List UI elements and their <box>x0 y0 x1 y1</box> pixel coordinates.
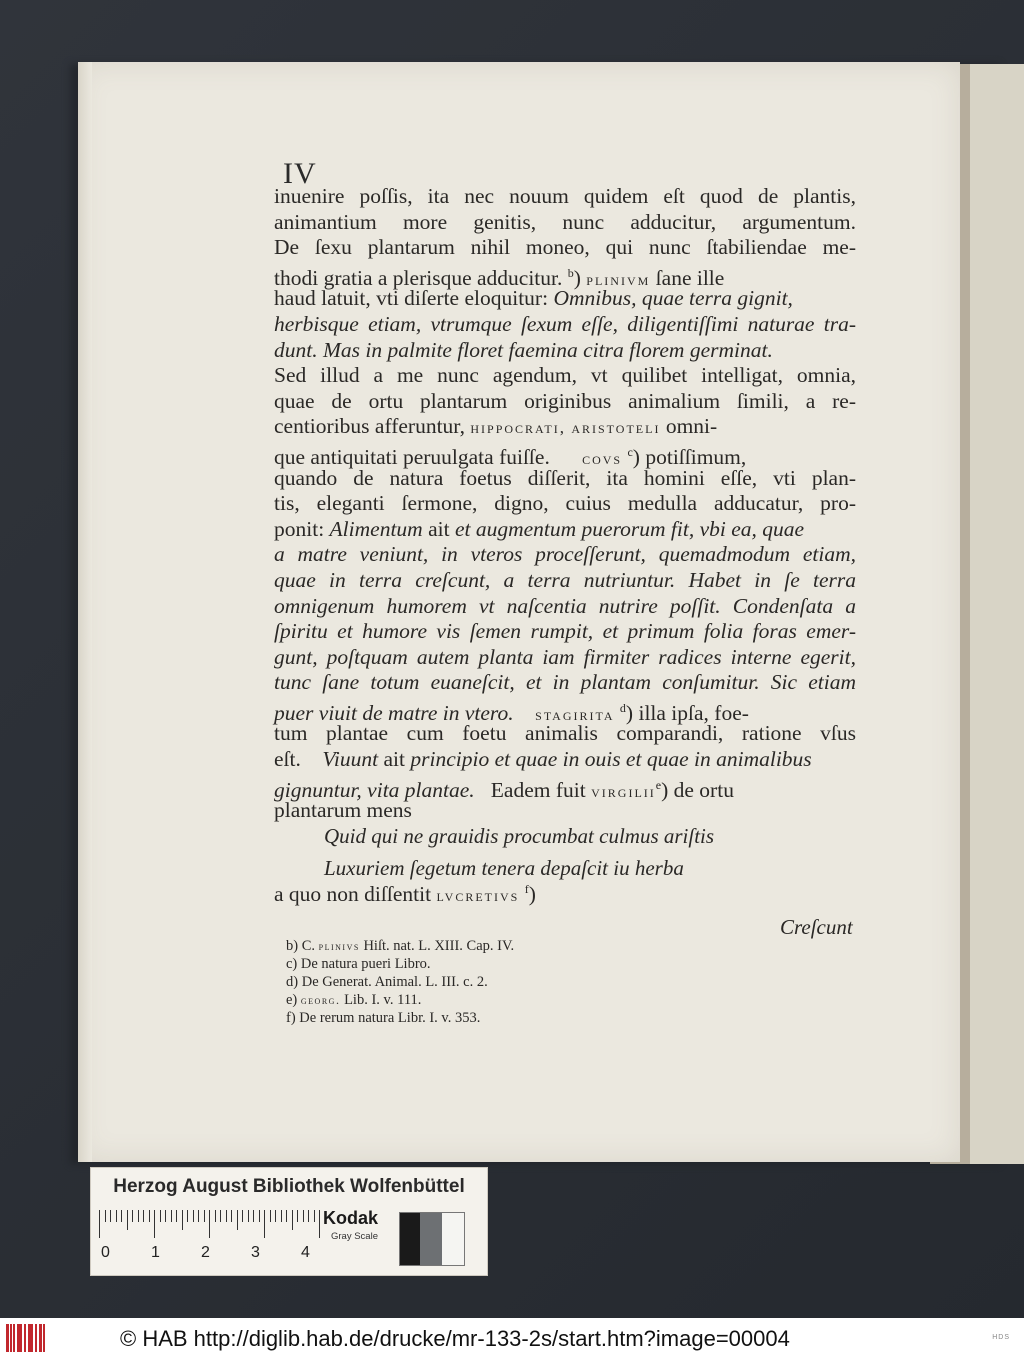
ruler-number: 1 <box>151 1244 160 1261</box>
name-aristoteles: aristoteli <box>571 418 661 438</box>
ruler-tick <box>275 1210 276 1222</box>
text-span: centioribus afferuntur, <box>274 414 465 439</box>
text-span: ponit: <box>274 516 325 541</box>
ruler-number: 0 <box>101 1244 110 1261</box>
ruler-tick <box>171 1210 172 1222</box>
copyright-url: © HAB http://diglib.hab.de/drucke/mr-133-2s/start.htm?image=00004 <box>120 1326 790 1351</box>
logo-bar <box>24 1324 26 1352</box>
white-patch <box>442 1213 464 1265</box>
text-line: herbisque etiam, vtrumque ſexum eſſe, diligentiſſimi naturae tra- <box>274 311 856 336</box>
name-cous: covs <box>582 449 623 469</box>
ruler-tick <box>154 1210 155 1238</box>
text-line: que antiquitati peruulgata fuiſſe. covs $^c$) potiſſimum, <box>274 444 747 470</box>
ruler-tick <box>127 1210 128 1230</box>
gray-scale-label: Gray Scale <box>331 1231 378 1242</box>
footnote-name: georg. <box>300 993 341 1007</box>
ruler-tick <box>182 1210 183 1230</box>
ruler-tick <box>220 1210 221 1222</box>
footnote-text: De Generat. Animal. L. III. c. 2. <box>301 974 488 990</box>
text-span: ait <box>383 747 405 772</box>
ruler-tick <box>226 1210 227 1222</box>
text-span: omni- <box>665 414 718 439</box>
text-line <box>274 414 856 440</box>
ruler-tick <box>303 1210 304 1222</box>
text-line: animantium more genitis, nunc adducitur, argumentum. <box>274 209 856 234</box>
page-number: IV <box>283 157 317 190</box>
text-span: eſt. <box>274 747 301 772</box>
text-line <box>274 286 856 312</box>
ruler-tick <box>138 1210 139 1222</box>
footnotes <box>286 937 514 1027</box>
footnote-label: d) <box>286 974 299 990</box>
ruler-tick <box>105 1210 106 1222</box>
text-line <box>274 517 856 543</box>
text-line: gignuntur, vita plantae. Eadem fuit virgilii$^e$) de ortu <box>274 777 734 802</box>
text-line: tum plantae cum foetu animalis comparandi, ratione vſus <box>274 721 856 746</box>
kodak-logo: Kodak <box>323 1208 379 1228</box>
library-color-card <box>90 1167 488 1276</box>
logo-bar <box>35 1324 37 1352</box>
footnote <box>286 973 514 991</box>
ruler-tick <box>116 1210 117 1222</box>
black-patch <box>400 1213 420 1265</box>
logo-bar <box>43 1324 45 1352</box>
text-line: ſpiritu et humore vis ſemen rumpit, et primum folia foras emer- <box>274 619 856 644</box>
text-span: Eadem fuit <box>490 777 586 802</box>
gray-scale-patches <box>399 1212 465 1266</box>
quote-span: Alimentum <box>329 516 423 541</box>
ruler-tick <box>248 1210 249 1222</box>
text-span: haud latuit, vti diſerte eloquitur: <box>274 286 549 311</box>
footnote-mark: c <box>627 444 633 459</box>
footnote <box>286 955 514 973</box>
text-line: thodi gratia a plerisque adducitur. $^b$) plinivm ſane ille <box>274 265 725 290</box>
ruler-number: 3 <box>251 1244 260 1261</box>
ruler-tick <box>231 1210 232 1222</box>
quote-span: et augmentum puerorum fit, vbi ea, quae <box>454 516 805 541</box>
ruler-tick <box>286 1210 287 1222</box>
ruler-tick <box>193 1210 194 1222</box>
verse-line: Quid qui ne grauidis procumbat culmus ariſtis <box>324 824 715 848</box>
footnote <box>286 937 514 955</box>
ruler-tick <box>292 1210 293 1230</box>
ruler-tick <box>237 1210 238 1230</box>
ruler-tick <box>308 1210 309 1222</box>
name-stagirita: stagirita <box>535 705 615 725</box>
footnote-label: b) <box>286 938 299 954</box>
logo-bar <box>13 1324 15 1352</box>
quote-span: Viuunt <box>322 747 379 772</box>
gray-patch <box>420 1213 442 1265</box>
ruler-tick <box>121 1210 122 1222</box>
text-line: tunc ſane totum euaneſcit, et in plantam conſumitur. Sic etiam <box>274 670 856 695</box>
name-virgilius: virgilii <box>591 781 656 801</box>
ruler-tick <box>209 1210 210 1238</box>
ruler-tick <box>270 1210 271 1222</box>
text-line: a quo non diſſentit lvcretivs $^f$) <box>274 882 536 907</box>
footnote-label: f) <box>286 1010 296 1026</box>
ruler-tick <box>187 1210 188 1222</box>
verse-quotation <box>324 820 714 884</box>
text-line: gunt, poſtquam autem planta iam firmiter radices interne egerit, <box>274 644 856 669</box>
ruler-tick <box>132 1210 133 1222</box>
main-text <box>274 184 856 824</box>
text-span: a quo non diſſentit <box>274 882 432 907</box>
page-gutter <box>78 62 92 1162</box>
ruler-tick <box>198 1210 199 1222</box>
footnote <box>286 1009 514 1027</box>
ruler-tick <box>110 1210 111 1222</box>
ruler-tick <box>149 1210 150 1222</box>
text-span: ſane ille <box>655 265 725 290</box>
ruler-tick <box>281 1210 282 1222</box>
ruler-number: 4 <box>301 1244 310 1261</box>
library-name: Herzog August Bibliothek Wolfenbüttel <box>113 1176 465 1197</box>
logo-bar <box>6 1324 9 1352</box>
text-span: potiſſimum, <box>645 445 747 470</box>
book-page <box>78 62 960 1162</box>
text-span: de ortu <box>673 777 734 802</box>
footnote-text: Hiſt. nat. L. XIII. Cap. IV. <box>363 938 515 954</box>
text-line: quando de natura foetus diſſerit, ita homini eſſe, vti plan- <box>274 465 856 490</box>
name-lucretius: lvcretivs <box>436 886 520 906</box>
text-line: quae de ortu plantarum originibus animalium ſimili, a re- <box>274 388 856 413</box>
text-line: a matre veniunt, in vteros proceſſerunt, quemadmodum etiam, <box>274 542 856 567</box>
text-line: dunt. Mas in palmite floret faemina citra florem germinat. <box>274 337 773 362</box>
ruler-number: 2 <box>201 1244 210 1261</box>
footer-code: HDS <box>992 1334 1010 1341</box>
text-line: puer viuit de matre in vtero. stagirita $^d$) illa ipſa, foe- <box>274 700 749 726</box>
ruler-tick <box>176 1210 177 1222</box>
text-line: inuenire poſſis, ita nec nouum quidem eſt quod de plantis, <box>274 184 856 208</box>
text-span: illa ipſa, foe- <box>638 701 749 726</box>
logo-bar <box>10 1324 12 1352</box>
logo-bar <box>20 1324 22 1352</box>
text-line: plantarum mens <box>274 798 412 823</box>
text-line <box>274 747 856 773</box>
ruler-tick <box>99 1210 100 1238</box>
footnote-text: De natura pueri Libro. <box>300 956 431 972</box>
ruler-tick <box>204 1210 205 1222</box>
text-span: C. <box>301 938 316 954</box>
ruler-tick <box>160 1210 161 1222</box>
quote-span: Omnibus, quae terra gignit, <box>553 286 793 311</box>
ruler-tick <box>143 1210 144 1222</box>
ruler-tick <box>242 1210 243 1222</box>
ruler-tick <box>215 1210 216 1222</box>
text-line: tis, eleganti ſermone, digno, cuius medulla adducatur, pro- <box>274 491 856 516</box>
footnote-mark: b <box>567 265 574 280</box>
ruler-tick <box>314 1210 315 1222</box>
name-hippocrates: hippocrati, <box>470 418 566 438</box>
footnote-mark: d <box>619 700 626 715</box>
ruler-tick <box>165 1210 166 1222</box>
name-plinius: plinivm <box>586 269 651 289</box>
footer-bar <box>0 1318 1024 1358</box>
verse-line: Luxuriem ſegetum tenera depaſcit iu herba <box>324 856 684 880</box>
ruler-tick <box>253 1210 254 1222</box>
ruler-tick <box>264 1210 265 1238</box>
ruler-tick <box>297 1210 298 1222</box>
hab-logo-icon <box>6 1324 48 1352</box>
ruler-tick <box>259 1210 260 1222</box>
logo-bar <box>31 1324 33 1352</box>
scale-ruler <box>99 1210 325 1238</box>
catchword: Creſcunt <box>780 915 853 939</box>
quote-span: principio et quae in ouis et quae in animalibus <box>410 747 812 772</box>
footnote-text: Lib. I. v. 111. <box>344 992 422 1008</box>
text-span: ait <box>428 516 450 541</box>
text-span: que antiquitati peruulgata fuiſſe. <box>274 445 550 470</box>
quote-span: gignuntur, vita plantae. <box>274 777 475 802</box>
footnote-label: e) <box>286 992 298 1008</box>
text-line: quae in terra creſcunt, a terra nutriuntur. Habet in ſe terra <box>274 567 856 592</box>
footnote-mark: f <box>524 882 529 896</box>
text-line: Sed illud a me nunc agendum, vt quilibet intelligat, omnia, <box>274 363 856 388</box>
text-line: omnigenum humorem vt naſcentia nutrire poſſit. Condenſata a <box>274 593 856 618</box>
logo-bar <box>39 1324 42 1352</box>
text-span: thodi gratia a plerisque adducitur. <box>274 265 563 290</box>
footnote-label: c) <box>286 956 298 972</box>
footnote-mark: e <box>655 777 662 792</box>
footnote-name: plinivs <box>318 939 360 953</box>
quote-span: puer viuit de matre in vtero. <box>274 701 514 726</box>
footnote <box>286 991 514 1009</box>
text-line: De ſexu plantarum nihil moneo, qui nunc ſtabiliendae me- <box>274 235 856 260</box>
footnote-text: De rerum natura Libr. I. v. 353. <box>299 1010 481 1026</box>
ruler-tick <box>319 1210 320 1238</box>
